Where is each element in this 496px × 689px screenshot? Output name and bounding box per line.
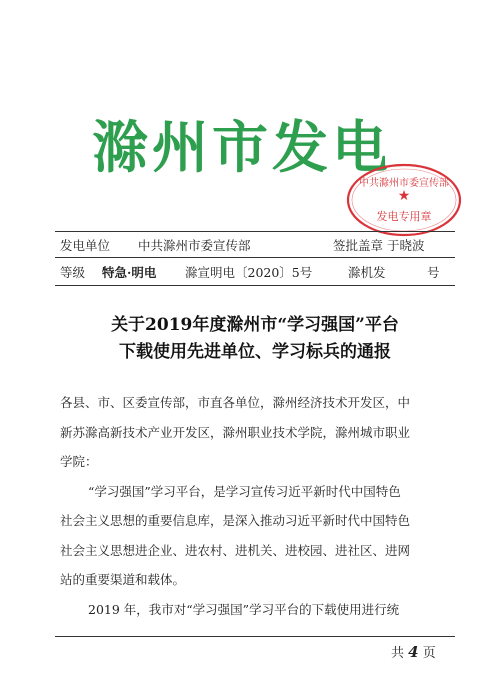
body-line: 学院： bbox=[60, 454, 98, 469]
header-rule-middle bbox=[55, 257, 455, 258]
official-seal bbox=[345, 162, 463, 238]
document-title-line-2: 下载使用先进单位、学习标兵的通报 bbox=[119, 342, 391, 362]
header-rule-top bbox=[55, 231, 455, 232]
machine-suffix: 号 bbox=[427, 265, 440, 280]
body-line: 社会主义思想进企业、进农村、进机关、进校园、进社区、进网 bbox=[60, 542, 411, 558]
document-number: 滁宣明电〔2020〕5号 bbox=[185, 265, 313, 280]
body-line: 各县、市、区委宣传部，市直各单位，滁州经济技术开发区，中 bbox=[60, 395, 411, 410]
signer: 签批盖章 于晓波 bbox=[333, 238, 425, 253]
document-body bbox=[60, 388, 450, 624]
seal-top-text: 中共滁州市委宣传部 bbox=[359, 178, 449, 189]
masthead-title: 滁州市发电 bbox=[92, 116, 392, 181]
body-line: 2019 年，我市对“学习强国”学习平台的下载使用进行统 bbox=[88, 601, 400, 617]
body-line: “学习强国”学习平台，是学习宣传习近平新时代中国特色 bbox=[88, 483, 401, 499]
footer-rule bbox=[55, 636, 455, 637]
page-count-prefix: 共 bbox=[391, 646, 405, 661]
page-count-number: 4 bbox=[408, 643, 419, 661]
sender-label: 发电单位 bbox=[60, 238, 111, 253]
page-count bbox=[391, 642, 436, 661]
machine-label: 滁机发 bbox=[348, 265, 386, 280]
sender-value: 中共滁州市委宣传部 bbox=[138, 238, 251, 253]
document-title-line-1: 关于2019年度滁州市“学习强国”平台 bbox=[111, 315, 399, 335]
seal-bottom-text: 发电专用章 bbox=[376, 210, 432, 223]
body-line: 站的重要渠道和载体。 bbox=[60, 572, 186, 587]
body-line: 新苏滁高新技术产业开发区，滁州职业技术学院，滁州城市职业 bbox=[60, 424, 411, 440]
page-count-suffix: 页 bbox=[422, 646, 436, 661]
grade-value: 特急·明电 bbox=[102, 265, 157, 280]
seal-star-icon: ★ bbox=[397, 188, 411, 204]
grade-label: 等级 bbox=[60, 265, 86, 280]
body-line: 社会主义思想的重要信息库，是深入推动习近平新时代中国特色 bbox=[60, 513, 411, 528]
header-rule-bottom bbox=[55, 285, 455, 286]
